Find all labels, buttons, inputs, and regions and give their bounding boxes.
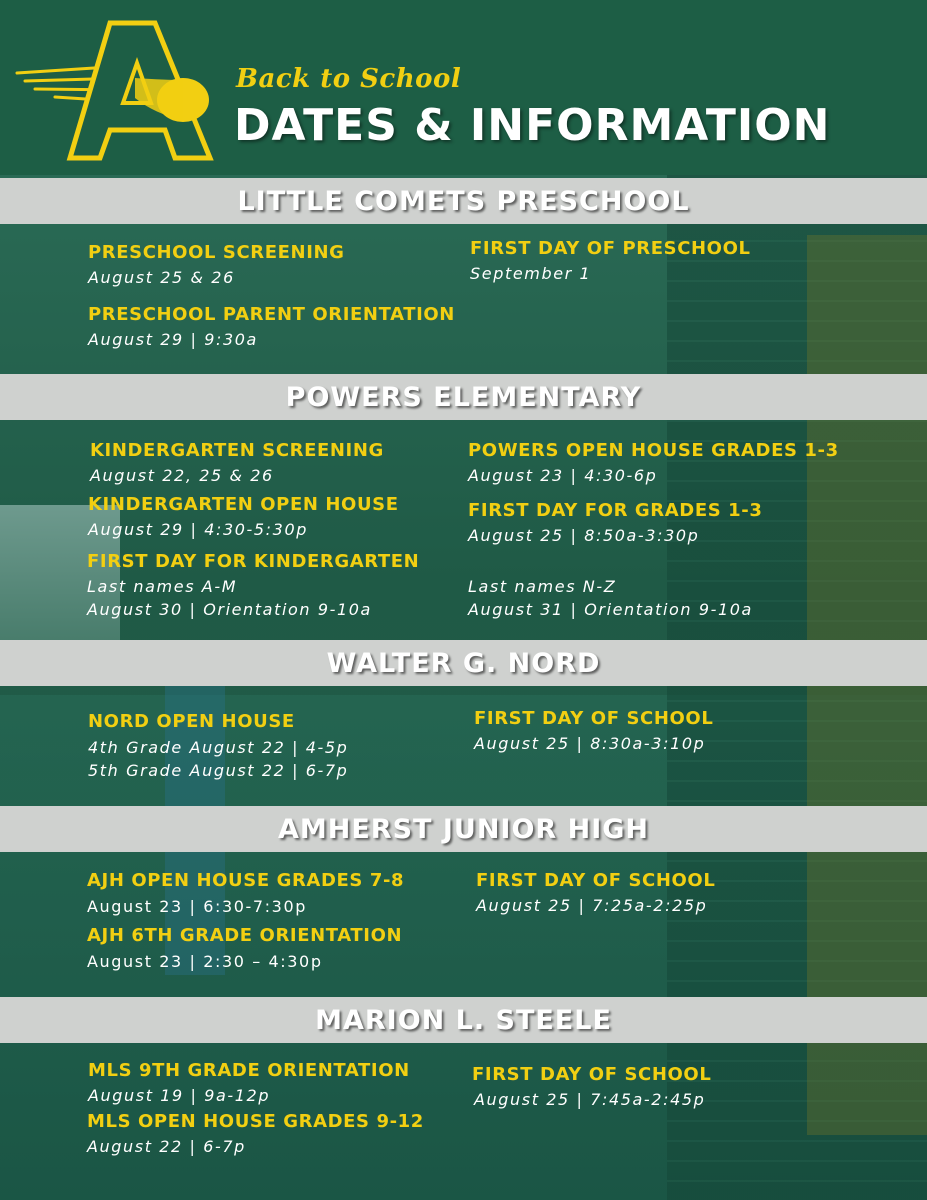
event-date: August 31 | Orientation 9-10a	[468, 600, 753, 619]
event-date: August 25 | 8:50a-3:30p	[468, 526, 700, 545]
event-label: PRESCHOOL SCREENING	[88, 242, 345, 263]
event-label: FIRST DAY FOR KINDERGARTEN	[87, 551, 420, 572]
section-heading-mls	[0, 997, 927, 1043]
event-date: August 29 | 9:30a	[88, 330, 258, 349]
comet-a-logo	[15, 18, 220, 163]
event-label: AJH 6TH GRADE ORIENTATION	[87, 925, 403, 946]
section-title: WALTER G. NORD	[326, 647, 601, 679]
event-label: AJH OPEN HOUSE GRADES 7-8	[87, 870, 405, 891]
event-date: August 25 | 7:25a-2:25p	[476, 896, 708, 915]
event-label: KINDERGARTEN SCREENING	[90, 440, 384, 461]
event-date: August 23 | 4:30-6p	[468, 466, 658, 485]
event-label: FIRST DAY OF SCHOOL	[474, 708, 714, 729]
event-date: 4th Grade August 22 | 4-5p	[88, 738, 349, 757]
event-detail: Last names A-M	[87, 577, 238, 596]
section-title: POWERS ELEMENTARY	[285, 381, 642, 413]
event-label: PRESCHOOL PARENT ORIENTATION	[88, 304, 455, 325]
event-date: August 23 | 6:30-7:30p	[87, 897, 307, 916]
section-heading-powers	[0, 374, 927, 420]
event-date: 5th Grade August 22 | 6-7p	[88, 761, 349, 780]
event-date: August 22, 25 & 26	[90, 466, 274, 485]
section-title: MARION L. STEELE	[315, 1004, 612, 1036]
event-date: August 25 & 26	[88, 268, 235, 287]
header-subtitle: Back to School	[236, 64, 462, 94]
section-heading-nord	[0, 640, 927, 686]
hallway-background	[0, 175, 927, 1200]
event-detail: Last names N-Z	[468, 577, 617, 596]
event-label: FIRST DAY OF SCHOOL	[472, 1064, 712, 1085]
section-heading-preschool	[0, 178, 927, 224]
event-date: August 22 | 6-7p	[87, 1137, 246, 1156]
event-date: August 23 | 2:30 – 4:30p	[87, 952, 323, 971]
event-date: August 25 | 7:45a-2:45p	[474, 1090, 706, 1109]
header	[0, 0, 927, 175]
event-label: NORD OPEN HOUSE	[88, 711, 295, 732]
section-title: AMHERST JUNIOR HIGH	[277, 813, 649, 845]
event-label: KINDERGARTEN OPEN HOUSE	[88, 494, 399, 515]
section-title: LITTLE COMETS PRESCHOOL	[237, 185, 690, 217]
event-label: FIRST DAY OF PRESCHOOL	[470, 238, 751, 259]
page-title: DATES & INFORMATION	[234, 100, 831, 151]
event-label: MLS OPEN HOUSE GRADES 9-12	[87, 1111, 424, 1132]
event-label: POWERS OPEN HOUSE GRADES 1-3	[468, 440, 839, 461]
event-date: August 25 | 8:30a-3:10p	[474, 734, 706, 753]
event-label: FIRST DAY FOR GRADES 1-3	[468, 500, 763, 521]
event-date: August 29 | 4:30-5:30p	[88, 520, 308, 539]
section-heading-ajh	[0, 806, 927, 852]
event-label: FIRST DAY OF SCHOOL	[476, 870, 716, 891]
event-date: August 30 | Orientation 9-10a	[87, 600, 372, 619]
event-date: September 1	[470, 264, 592, 283]
event-date: August 19 | 9a-12p	[88, 1086, 271, 1105]
event-label: MLS 9TH GRADE ORIENTATION	[88, 1060, 410, 1081]
